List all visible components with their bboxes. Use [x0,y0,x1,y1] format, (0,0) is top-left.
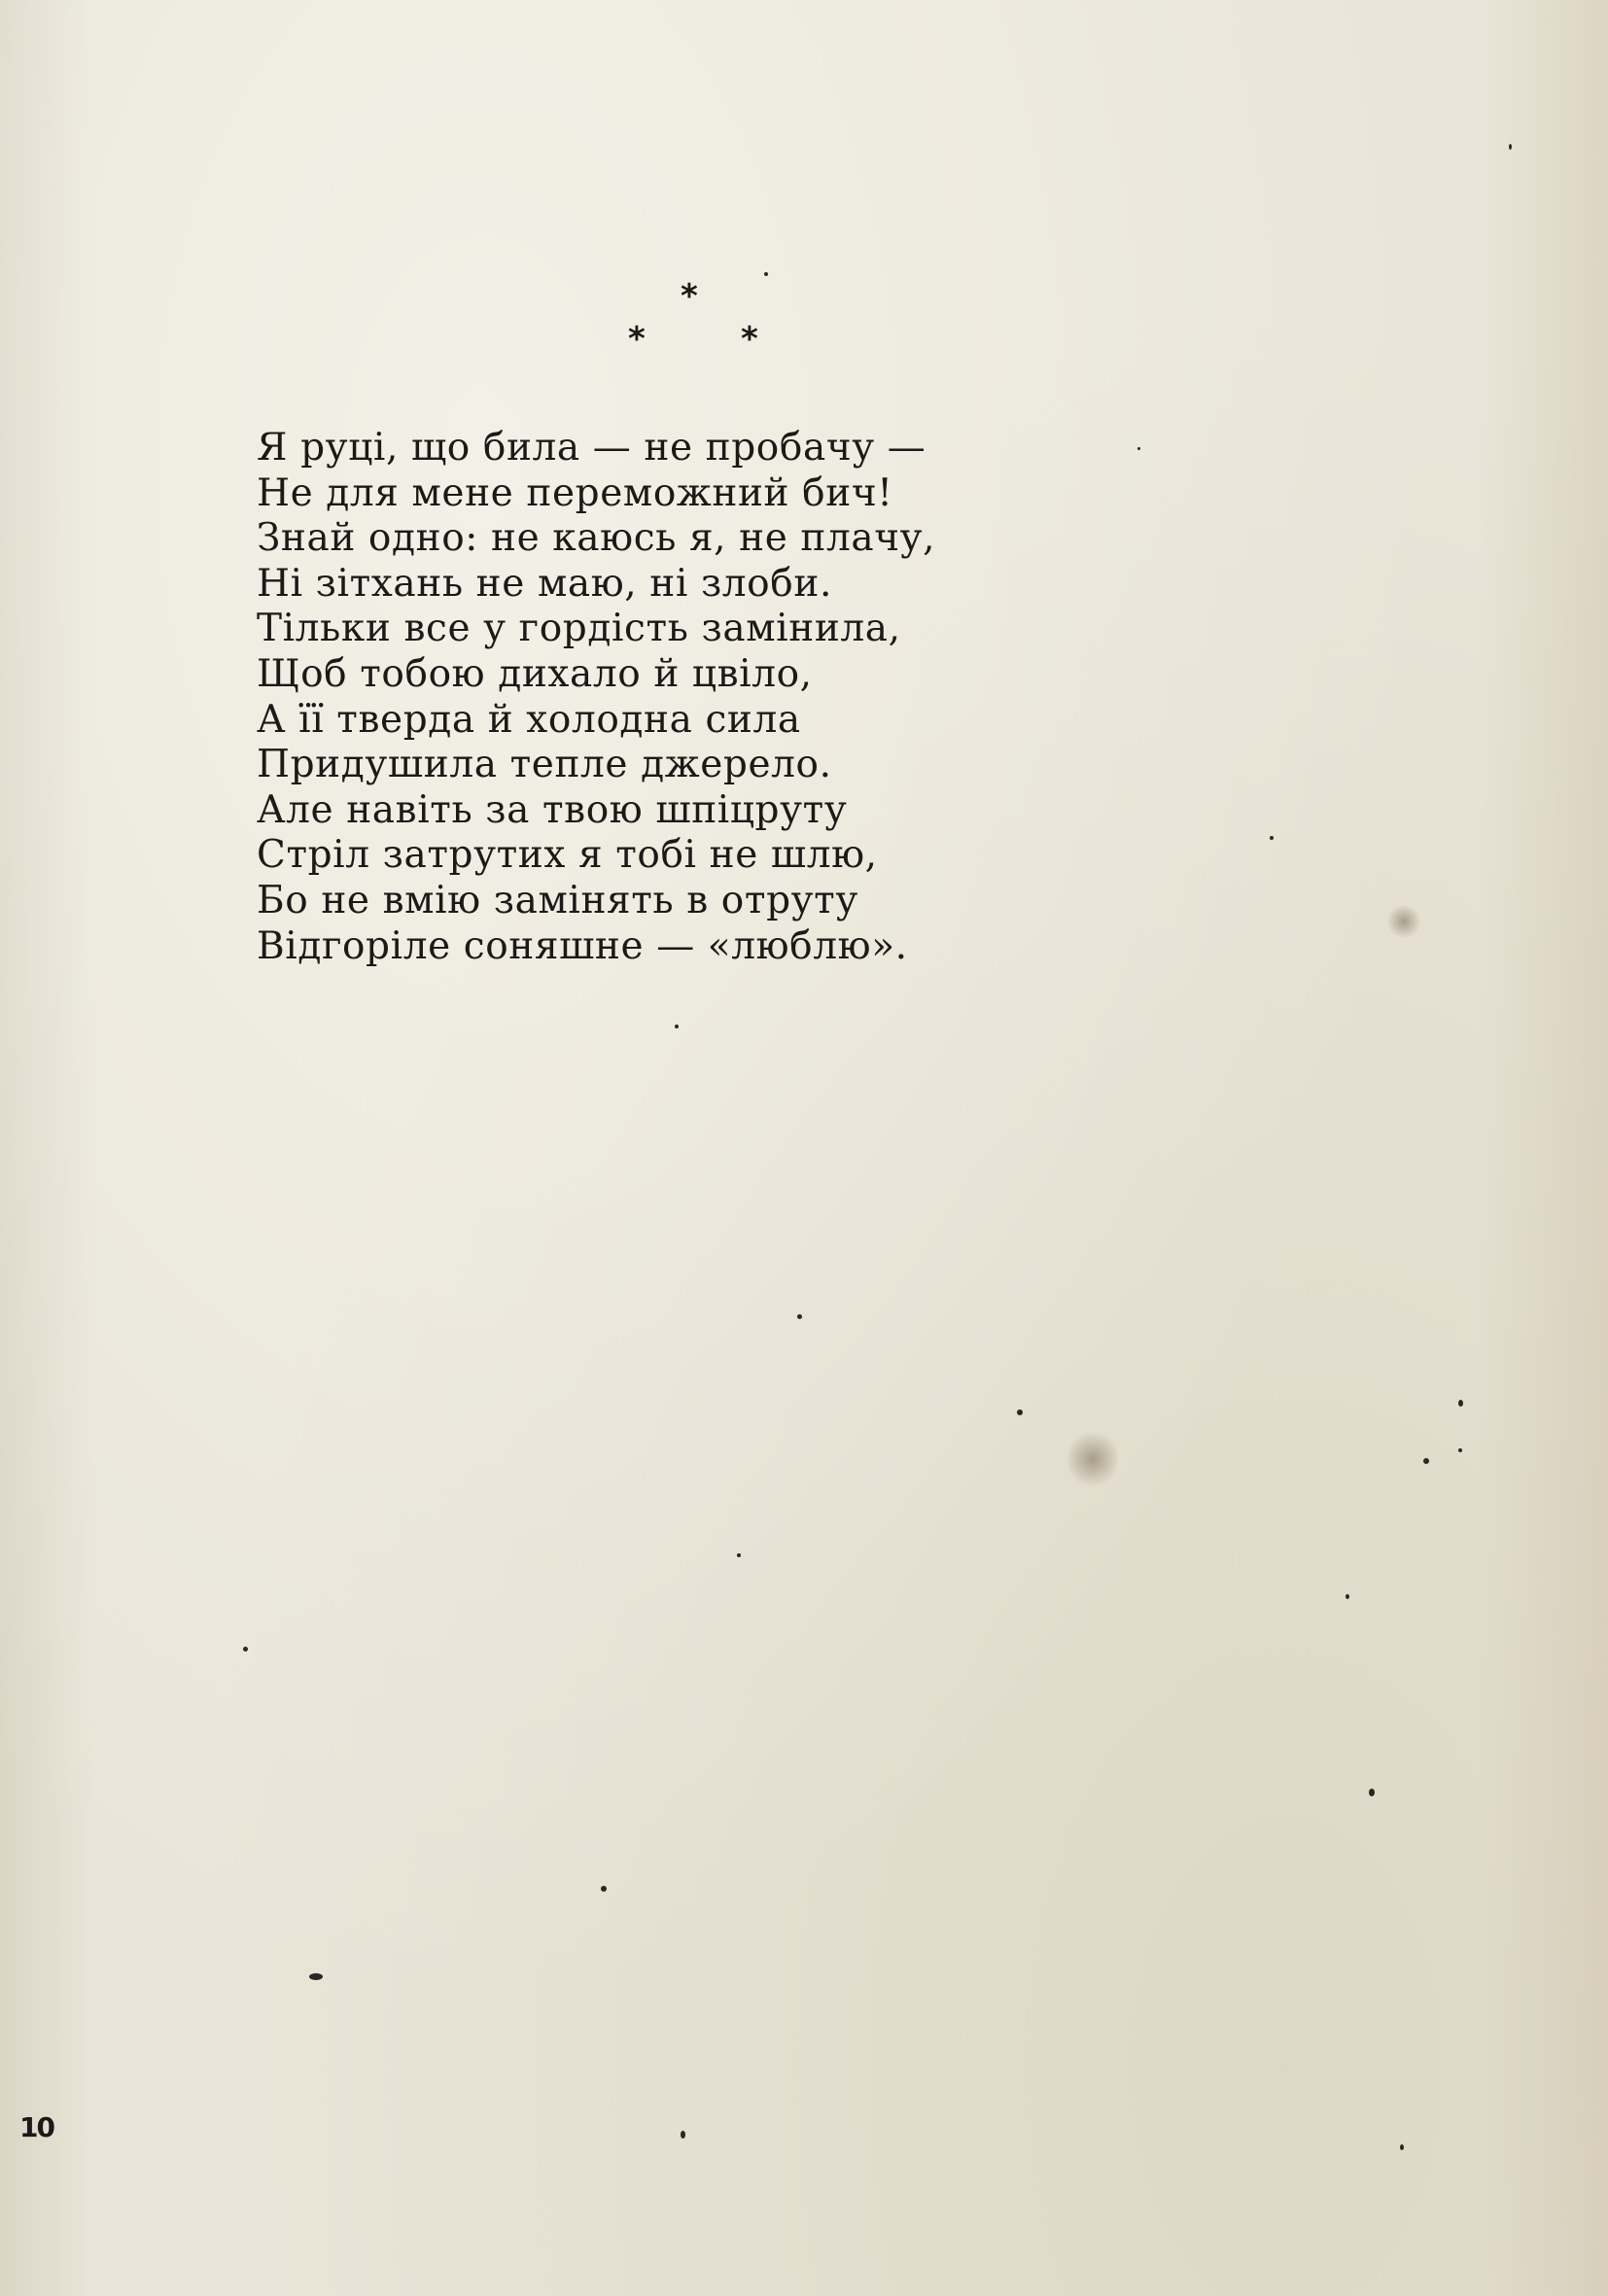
page-number: 10 [19,2111,53,2143]
paper-speck [1509,144,1512,150]
paper-stain [1386,904,1421,939]
poem-line: А її тверда й холодна сила [257,697,801,742]
paper-speck [309,1973,323,1980]
poem-line: Щоб тобою дихало й цвіло, [257,651,813,696]
paper-stain [1067,1429,1118,1489]
paper-speck [1400,2144,1404,2150]
poem-line: Знай одно: не каюсь я, не плачу, [257,516,936,561]
paper-speck [797,1314,802,1319]
paper-speck [1369,1789,1375,1796]
paper-speck [1017,1409,1023,1415]
poem-line: Бо не вмію замінять в отруту [257,878,858,922]
poem-line: Придушила тепле джерело. [257,743,832,787]
poem-line: Відгоріле соняшне — «люблю». [257,923,908,968]
paper-speck [675,1025,679,1028]
poem-line: Стріл затрутих я тобі не шлю, [257,833,878,878]
poem-line: Я руці, що била — не пробачу — [257,426,926,470]
paper-speck [681,2131,685,2139]
paper-speck [1423,1458,1429,1464]
asterisk-top: * [681,277,698,316]
paper-speck [601,1886,607,1892]
paper-speck [764,272,768,276]
asterism-ornament [612,272,778,360]
paper-speck [243,1647,248,1652]
paper-speck [1346,1594,1349,1599]
poem-text [257,426,1093,969]
paper-speck [737,1553,741,1557]
paper-speck [1137,447,1140,450]
poem-line: Ні зітхань не маю, ні злоби. [257,561,832,606]
paper-speck [1458,1448,1462,1452]
paper-speck [1458,1400,1463,1407]
asterisk-right: * [741,320,758,359]
poem-line: Тільки все у гордість замінила, [257,607,901,651]
poem-line: Але навіть за твою шпіцруту [257,787,848,832]
paper-speck [1270,836,1274,840]
poem-line: Не для мене переможний бич! [257,470,893,515]
asterisk-left: * [628,320,646,359]
